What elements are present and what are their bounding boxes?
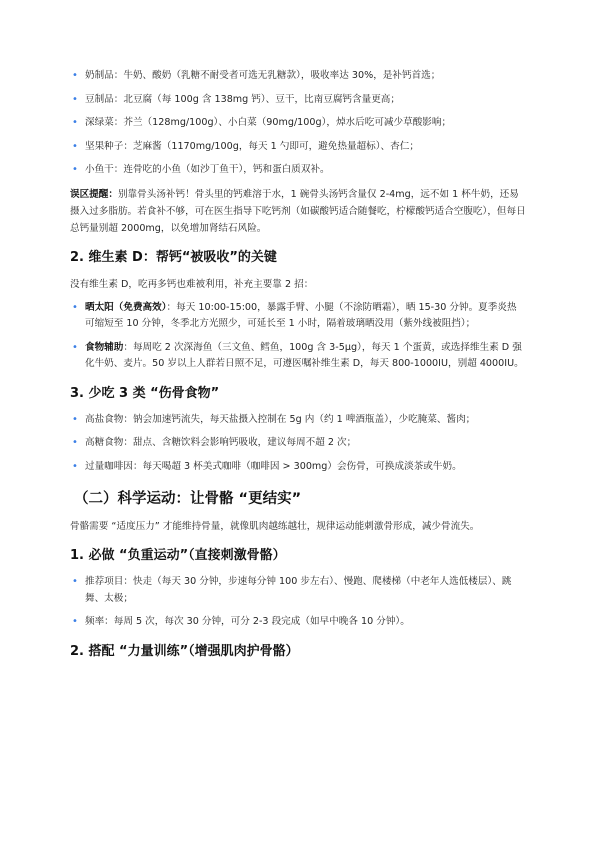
weight-bearing-list (70, 574, 526, 631)
section-heading-reduce-foods: 3. 少吃 3 类 “伤骨食物” (70, 385, 220, 401)
list-item: • 奶制品：牛奶、酸奶（乳糖不耐受者可选无乳糖款），吸收率达 30%，是补钙首选； (70, 68, 526, 85)
vitamin-d-list (70, 300, 526, 373)
list-item: • 小鱼干：连骨吃的小鱼（如沙丁鱼干），钙和蛋白质双补。 (70, 162, 526, 179)
list-item: • 高糖食物：甜点、含糖饮料会影响钙吸收，建议每周不超 2 次； (70, 435, 526, 452)
item-text: ：每天 10:00-15:00，暴露手臂、小腿（不涂防晒霜），晒 15-30 分钟。夏季炎热可缩短至 10 分钟，冬季北方光照少，可延长至 1 小时，隔着玻璃晒没用（紫外线被阻挡）； (85, 301, 517, 329)
list-item (70, 300, 526, 333)
exercise-intro: 骨骼需要 “适度压力” 才能维持骨量，就像肌肉越练越壮，规律运动能刺激骨形成，减少骨流失。 (70, 521, 480, 532)
list-item: • 过量咖啡因：每天喝超 3 杯美式咖啡（咖啡因 > 300mg）会伤骨，可换成淡茶或牛奶。 (70, 459, 526, 476)
calcium-food-list (70, 68, 526, 179)
section-heading-exercise: （二）科学运动：让骨骼 “更结实” (74, 491, 302, 507)
section-heading-vitamin-d: 2. 维生素 D：帮钙“被吸收”的关键 (70, 249, 277, 265)
list-item: • 频率：每周 5 次，每次 30 分钟，可分 2-3 段完成（如早中晚各 10 分钟）。 (70, 614, 526, 631)
list-item: • 推荐项目：快走（每天 30 分钟，步速每分钟 100 步左右）、慢跑、爬楼梯（中老年人选低楼层）、跳舞、太极； (70, 574, 526, 607)
item-label: 晒太阳（免费高效） (85, 301, 167, 313)
reduce-foods-list (70, 412, 526, 476)
list-item: • 深绿菜：芥兰（128mg/100g）、小白菜（90mg/100g），焯水后吃可减少草酸影响； (70, 115, 526, 132)
section-heading-weight-bearing: 1. 必做 “负重运动”（直接刺激骨骼） (70, 548, 286, 563)
list-item: • 坚果种子：芝麻酱（1170mg/100g，每天 1 勺即可，避免热量超标）、杏仁； (70, 139, 526, 156)
list-item: • 高盐食物：钠会加速钙流失，每天盐摄入控制在 5g 内（约 1 啤酒瓶盖），少吃腌菜、酱肉； (70, 412, 526, 429)
vitamin-d-intro: 没有维生素 D，吃再多钙也难被利用，补充主要靠 2 招： (70, 278, 314, 290)
item-text: ：每周吃 2 次深海鱼（三文鱼、鳕鱼，100g 含 3-5μg），每天 1 个蛋黄，或选择维生素 D 强化牛奶、麦片。50 岁以上人群若日照不足，可遵医嘱补维生素 D，每天 800-1000IU，别超 4000IU。 (85, 341, 524, 369)
document-content (70, 68, 526, 670)
misconception-text: 别靠骨头汤补钙！骨头里的钙难溶于水，1 碗骨头汤钙含量仅 2-4mg，远不如 1 杯牛奶，还易摄入过多脂肪。若食补不够，可在医生指导下吃钙剂（如碳酸钙适合随餐吃，柠檬酸钙适合空腹吃），但每日总钙量别超 2000mg，以免增加肾结石风险。 (70, 188, 526, 234)
section-heading-strength: 2. 搭配 “力量训练”（增强肌肉护骨骼） (70, 643, 299, 659)
misconception-label: 误区提醒： (70, 188, 118, 200)
misconception-note (70, 186, 526, 237)
list-item (70, 340, 526, 373)
item-label: 食物辅助 (85, 341, 124, 353)
list-item: • 豆制品：北豆腐（每 100g 含 138mg 钙）、豆干，比南豆腐钙含量更高； (70, 92, 526, 109)
